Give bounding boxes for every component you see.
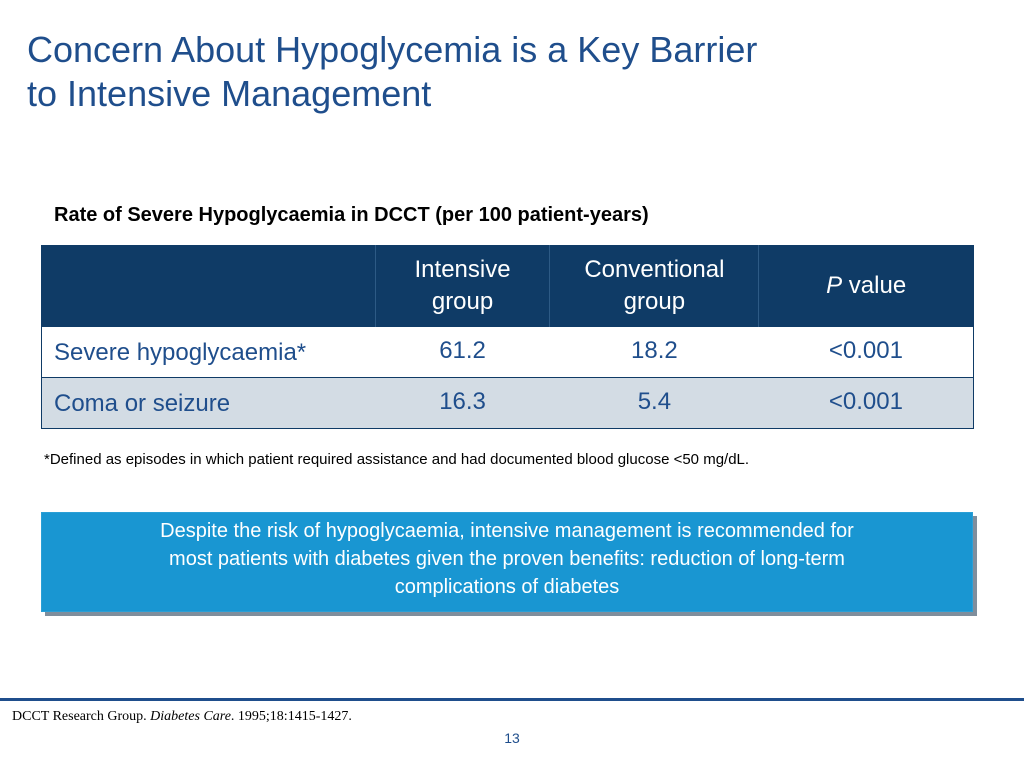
header-p-value [759,246,974,327]
table-row [42,378,974,429]
reference-journal: Diabetes Care [150,709,231,724]
header-p-rest: value [842,272,907,299]
header-p-italic: P [826,272,843,299]
hypoglycaemia-table [41,245,974,429]
header-conventional-line-1: Conventional [584,256,725,283]
callout-line-3: complications of diabetes [394,576,620,598]
cell-p-value: <0.001 [759,378,974,429]
table-footnote: *Defined as episodes in which patient required assistance and had documented blood glucose <50 mg/dL. [44,451,750,468]
table-header-row [42,246,974,327]
page-number: 13 [504,730,520,746]
slide-title-line-1: Concern About Hypoglycemia is a Key Barrier [27,29,758,70]
header-blank [42,246,376,327]
header-intensive-line-2: group [431,288,494,315]
row-label: Coma or seizure [42,378,376,429]
row-label: Severe hypoglycaemia* [42,327,376,378]
table-caption: Rate of Severe Hypoglycaemia in DCCT (per 100 patient-years) [54,204,649,226]
cell-intensive: 61.2 [375,327,550,378]
callout-text [97,517,917,601]
footer-divider [0,698,1024,701]
callout-box [41,512,973,612]
callout-line-1: Despite the risk of hypoglycaemia, intensive management is recommended for [160,520,854,542]
cell-p-value: <0.001 [759,327,974,378]
header-conventional-group [550,246,759,327]
cell-intensive: 16.3 [375,378,550,429]
reference-details: . 1995;18:1415-1427. [230,709,352,724]
reference-citation [12,709,352,725]
slide-title [27,28,987,116]
header-intensive-group [375,246,550,327]
header-conventional-line-2: group [623,288,686,315]
cell-conventional: 5.4 [550,378,759,429]
callout-line-2: most patients with diabetes given the proven benefits: reduction of long-term [169,548,845,570]
reference-authors: DCCT Research Group. [12,709,151,724]
cell-conventional: 18.2 [550,327,759,378]
table-row [42,327,974,378]
header-intensive-line-1: Intensive [414,256,511,283]
slide-title-line-2: to Intensive Management [27,73,432,114]
